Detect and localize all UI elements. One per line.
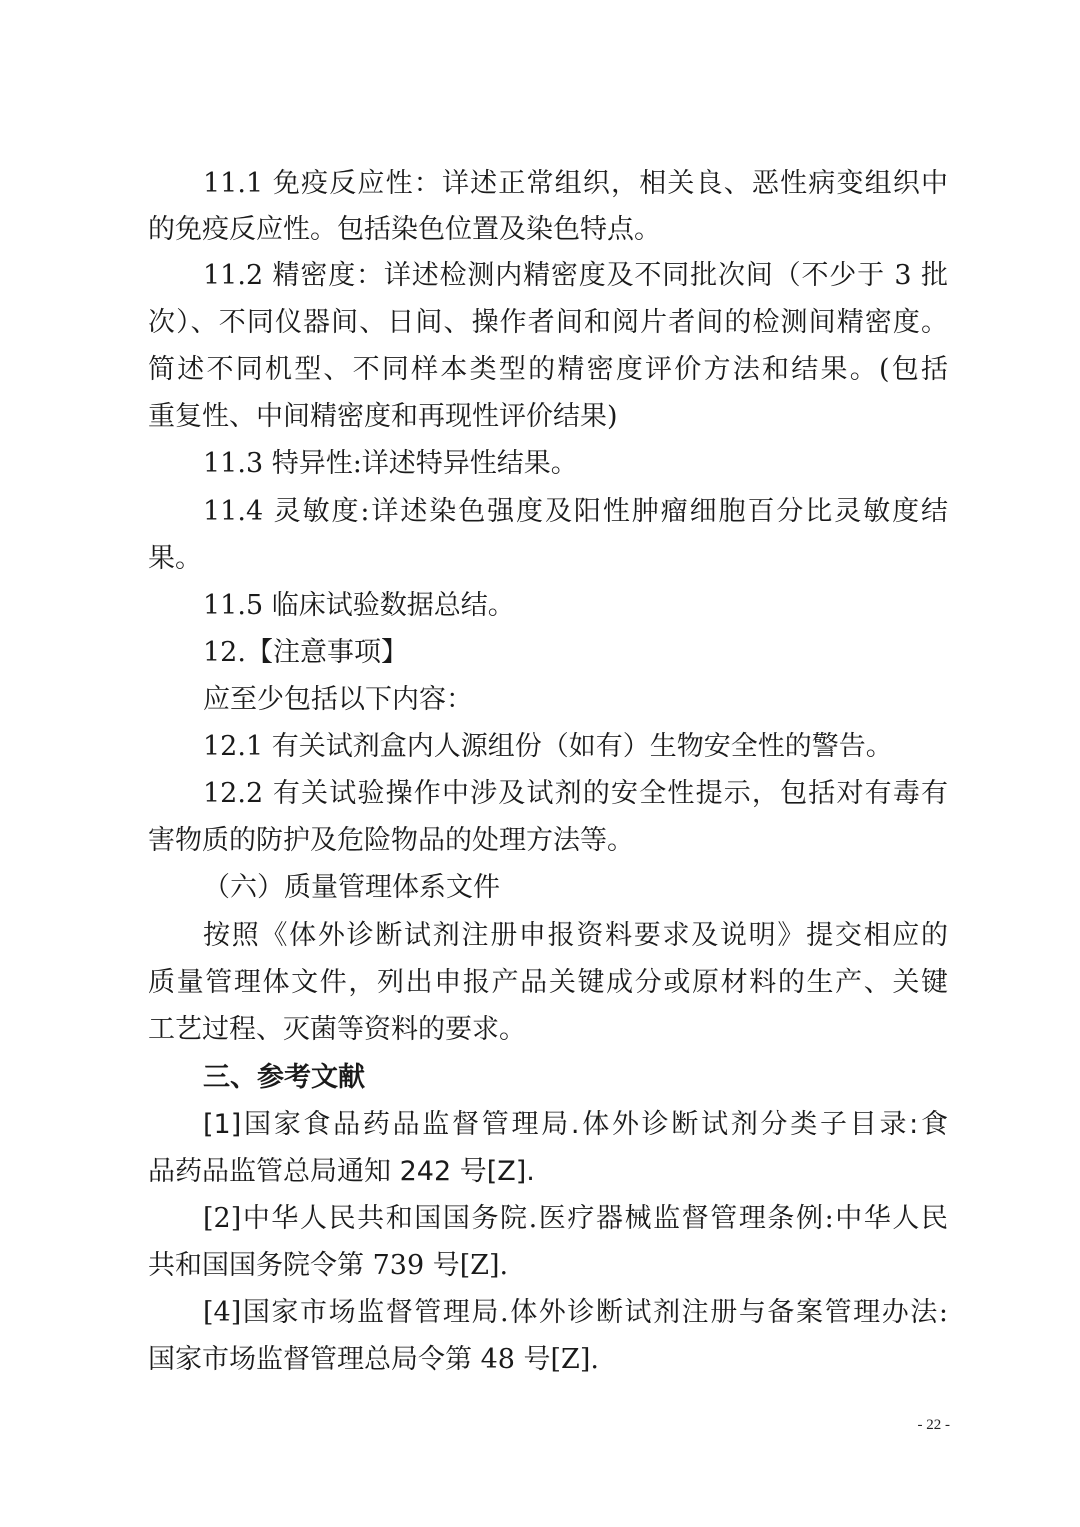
text-line-11-4-cont: 果。 <box>148 543 202 574</box>
text-line-11-1-cont: 的免疫反应性。包括染色位置及染色特点。 <box>148 214 661 245</box>
text-line-11-1: 11.1 免疫反应性：详述正常组织，相关良、恶性病变组织中 <box>203 168 948 199</box>
text-line-11-5: 11.5 临床试验数据总结。 <box>203 590 515 621</box>
section-heading-six: （六）质量管理体系文件 <box>203 872 500 903</box>
reference-2-cont: 共和国国务院令第 739 号[Z]. <box>148 1250 509 1281</box>
text-line-12-2: 12.2 有关试验操作中涉及试剂的安全性提示，包括对有毒有 <box>203 778 948 809</box>
section-heading-references: 三、参考文献 <box>203 1062 365 1093</box>
text-line-qms-cont2: 工艺过程、灭菌等资料的要求。 <box>148 1014 526 1045</box>
text-line-11-2-cont3: 重复性、中间精密度和再现性评价结果) <box>148 401 618 432</box>
text-line-12-1: 12.1 有关试剂盒内人源组份（如有）生物安全性的警告。 <box>203 731 893 762</box>
text-line-11-2-cont1: 次）、不同仪器间、日间、操作者间和阅片者间的检测间精密度。 <box>148 307 948 338</box>
text-line-12-2-cont: 害物质的防护及危险物品的处理方法等。 <box>148 825 634 856</box>
reference-1: [1]国家食品药品监督管理局.体外诊断试剂分类子目录:食 <box>203 1109 948 1140</box>
text-line-12-intro: 应至少包括以下内容： <box>203 684 473 715</box>
text-line-11-4: 11.4 灵敏度:详述染色强度及阳性肿瘤细胞百分比灵敏度结 <box>203 496 948 527</box>
reference-4-cont: 国家市场监督管理总局令第 48 号[Z]. <box>148 1344 599 1375</box>
page-number: - 22 - <box>917 1417 950 1433</box>
text-line-11-2-cont2: 简述不同机型、不同样本类型的精密度评价方法和结果。(包括 <box>148 354 948 385</box>
text-line-qms-cont1: 质量管理体文件，列出申报产品关键成分或原材料的生产、关键 <box>148 967 948 998</box>
reference-2: [2]中华人民共和国国务院.医疗器械监督管理条例:中华人民 <box>203 1203 948 1234</box>
reference-1-cont: 品药品监管总局通知 242 号[Z]. <box>148 1156 535 1187</box>
section-heading-12: 12.【注意事项】 <box>203 637 408 668</box>
reference-4: [4]国家市场监督管理局.体外诊断试剂注册与备案管理办法: <box>203 1297 948 1328</box>
text-line-qms: 按照《体外诊断试剂注册申报资料要求及说明》提交相应的 <box>203 920 948 951</box>
text-line-11-2: 11.2 精密度：详述检测内精密度及不同批次间（不少于 3 批 <box>203 260 948 291</box>
text-line-11-3: 11.3 特异性:详述特异性结果。 <box>203 448 578 479</box>
